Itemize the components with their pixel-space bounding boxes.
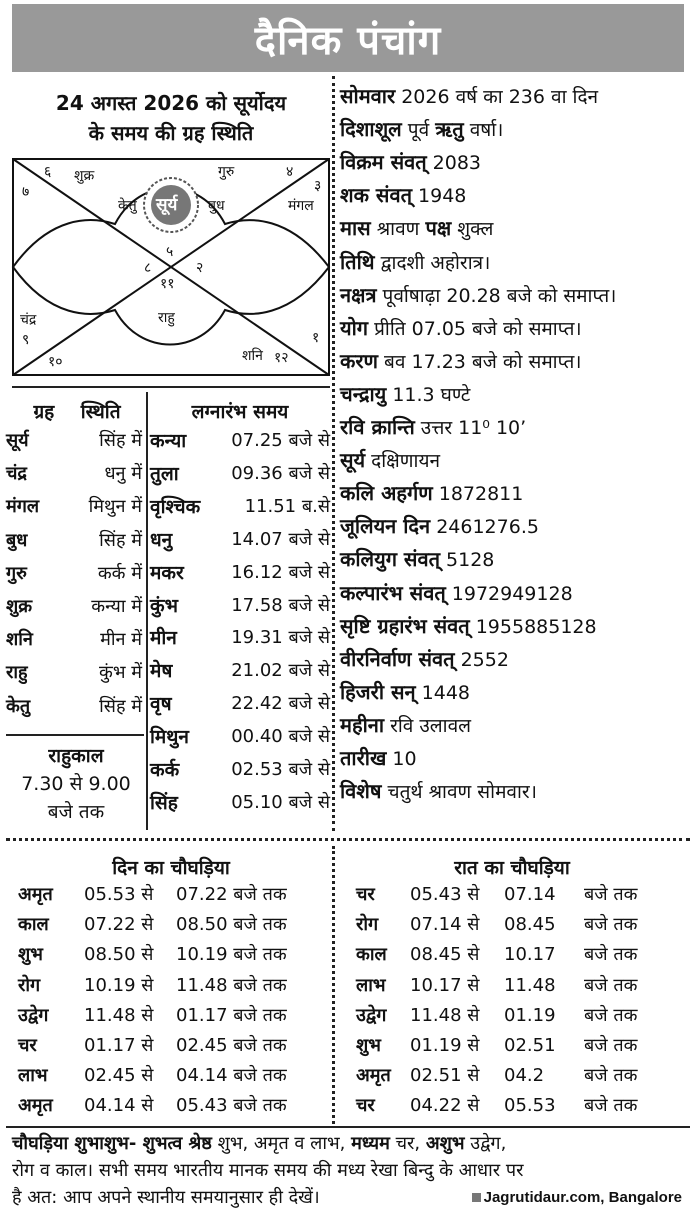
chaughadiya-suffix: बजे तक [584, 1065, 638, 1087]
house-num-3: ३ [314, 178, 322, 194]
info-key: हिजरी सन् [340, 679, 416, 704]
chaughadiya-from: 01.19 से [410, 1035, 480, 1056]
graha-name: मंगल [6, 496, 40, 518]
chaughadiya-from: 11.48 से [84, 1004, 154, 1026]
lagna-time: 14.07 बजे से [231, 528, 330, 550]
graha-sthiti-header [12, 398, 142, 424]
panchang-info-row [340, 748, 417, 769]
graha-name: केतु [6, 695, 31, 717]
chaughadiya-to: 07.22 बजे तक [176, 884, 287, 905]
info-key: कलि अहर्गण [340, 481, 433, 506]
rahukaal-time: 7.30 से 9.00 [21, 773, 131, 795]
panchang-info-row [340, 348, 582, 373]
chaughadiya-from: 08.50 से [84, 944, 154, 966]
footer-text-3: उद्वेग, [464, 1133, 507, 1154]
lagna-time: 00.40 बजे से [231, 726, 330, 748]
chaughadiya-name: काल [356, 944, 387, 966]
chaughadiya-name: उद्वेग [18, 1004, 49, 1026]
chaughadiya-name: शुभ [18, 944, 43, 966]
panchang-info-row [340, 450, 440, 471]
chaughadiya-suffix: बजे तक [584, 944, 638, 966]
lagna-time: 17.58 बजे से [231, 594, 330, 616]
info-key: योग [340, 315, 369, 340]
planet-guru: गुरु [218, 164, 235, 180]
rahukaal-separator [6, 734, 144, 736]
info-key: करण [340, 348, 378, 373]
chaughadiya-to: 02.45 बजे तक [176, 1035, 287, 1056]
graha-sthiti: सिंह में [99, 529, 142, 551]
house-num-7: ७ [22, 184, 30, 200]
chaughadiya-from: 10.19 से [84, 974, 154, 996]
planet-ketu: केतु [118, 198, 137, 214]
house-num-12: १२ [274, 350, 289, 366]
chaughadiya-from: 01.17 से [84, 1035, 154, 1056]
info-key: कल्पारंभ संवत् [340, 580, 446, 605]
info-value: 2083 [432, 152, 482, 175]
info-value: उत्तर 11⁰ 10’ [420, 417, 527, 439]
house-num-8: ८ [144, 260, 152, 276]
graha-sthiti: कुंभ में [99, 662, 142, 684]
house-num-6: ६ [44, 164, 52, 180]
lagna-rashi: धनु [150, 528, 173, 551]
info-value: 1955885128 [475, 615, 597, 638]
chaughadiya-to: 01.17 बजे तक [176, 1004, 287, 1026]
chaughadiya-suffix: बजे तक [584, 914, 638, 936]
graha-name: शुक्र [6, 596, 33, 617]
lagna-rashi: मीन [150, 627, 177, 650]
info-value: 11.3 घण्टे [392, 383, 471, 406]
panchang-info-row [340, 580, 573, 605]
panchang-info-row [340, 315, 582, 340]
chaughadiya-name: चर [356, 1095, 375, 1117]
chaughadiya-to: 05.43 बजे तक [176, 1095, 287, 1117]
info-value: चतुर्थ श्रावण सोमवार। [387, 781, 537, 804]
info-key: विशेष [340, 779, 382, 804]
chaughadiya-to: 11.48 बजे तक [176, 974, 287, 996]
info-value: 1948 [418, 185, 467, 208]
panchang-info-row [340, 712, 472, 737]
graha-header-left: ग्रह [33, 401, 55, 423]
lagna-time: 09.36 बजे से [231, 462, 330, 484]
chaughadiya-name: लाभ [356, 974, 386, 996]
chaughadiya-to: 10.19 बजे तक [176, 944, 287, 966]
footer-line-2: रोग व काल। सभी समय भारतीय मानक समय की मध्य रेखा बिन्दु के आधार पर [12, 1160, 524, 1181]
info-key: सृष्टि ग्रहारंभ संवत् [340, 613, 470, 638]
info-key: कलियुग संवत् [340, 547, 440, 572]
chaughadiya-to: 08.50 बजे तक [176, 914, 287, 936]
din-chaughadiya-header: दिन का चौघड़िया [112, 857, 230, 879]
chaughadiya-from: 10.17 से [410, 974, 480, 996]
info-value: 2026 वर्ष का 236 वा दिन [401, 86, 599, 108]
kundali-heading [12, 88, 330, 148]
panchang-info-row [340, 417, 526, 438]
info-key: रवि क्रान्ति [340, 415, 415, 439]
chaughadiya-name: अमृत [18, 1095, 53, 1117]
chaughadiya-name: उद्वेग [356, 1004, 387, 1026]
info-key: सोमवार [340, 84, 396, 108]
planet-mangal: मंगल [288, 198, 314, 214]
graha-name: राहु [6, 662, 28, 684]
info-value: 1872811 [438, 483, 524, 506]
house-num-11: ११ [160, 276, 175, 292]
info-key: नक्षत्र [340, 282, 377, 307]
info-value: पूर्वाषाढ़ा 20.28 बजे को समाप्त। [382, 284, 617, 307]
lagna-rashi: मिथुन [150, 726, 189, 749]
info-value-2: शुक्ल [457, 218, 494, 241]
info-key-2: पक्ष [425, 216, 452, 241]
chaughadiya-from: 05.43 से [410, 884, 480, 905]
planet-budh: बुध [208, 198, 225, 214]
footer-line-3: है अत: आप अपने स्थानीय समयानुसार ही देखें। [12, 1187, 320, 1208]
panchang-info-row [340, 249, 491, 274]
info-value: 1972949128 [451, 582, 573, 605]
info-key: विक्रम संवत् [340, 150, 427, 175]
panchang-info-row [340, 119, 503, 140]
house-num-1: १ [312, 330, 320, 346]
chaughadiya-to: 05.53 [504, 1095, 556, 1117]
info-value: 2552 [460, 648, 509, 671]
footer-text-2: चर, [389, 1133, 426, 1154]
panchang-info-row [340, 185, 466, 206]
panchang-info-row [340, 646, 509, 671]
lagna-rashi: कर्क [150, 759, 180, 781]
chaughadiya-suffix: बजे तक [584, 1035, 638, 1056]
kundali-heading-line2: के समय की ग्रह स्थिति [88, 121, 254, 145]
chaughadiya-name: चर [18, 1035, 37, 1056]
footer-bold-2: मध्यम [351, 1133, 390, 1154]
info-key: जूलियन दिन [340, 514, 431, 539]
lagna-time: 19.31 बजे से [231, 627, 330, 649]
footer-bold-1: चौघड़िया शुभाशुभ- शुभत्व श्रेष्ठ [12, 1133, 212, 1154]
chaughadiya-name: अमृत [356, 1065, 391, 1087]
chaughadiya-name: शुभ [356, 1035, 381, 1056]
info-key: महीना [340, 712, 385, 737]
chaughadiya-name: काल [18, 914, 49, 936]
chaughadiya-from: 04.22 से [410, 1095, 480, 1117]
lagna-rashi: वृश्चिक [150, 495, 201, 518]
chaughadiya-name: अमृत [18, 884, 53, 905]
chaughadiya-to: 04.14 बजे तक [176, 1065, 287, 1087]
info-value: बव 17.23 बजे को समाप्त। [384, 350, 582, 373]
chaughadiya-to: 08.45 [504, 914, 556, 936]
graha-sthiti: मीन में [100, 629, 142, 651]
house-num-5: ५ [166, 244, 174, 260]
chaughadiya-from: 02.45 से [84, 1065, 154, 1087]
lagna-time: 16.12 बजे से [231, 561, 330, 583]
graha-sthiti: कन्या में [91, 596, 142, 617]
lagna-rashi: कन्या [150, 430, 187, 452]
info-value: पूर्व [407, 119, 430, 142]
chaughadiya-from: 05.53 से [84, 884, 154, 905]
chaughadiya-from: 11.48 से [410, 1004, 480, 1026]
house-num-9: ९ [22, 332, 30, 348]
info-key: शक संवत् [340, 183, 412, 208]
info-value: रवि उलावल [390, 714, 472, 737]
panchang-info-row [340, 516, 539, 537]
chaughadiya-to: 04.2 [504, 1065, 545, 1087]
graha-name: शनि [6, 629, 33, 651]
credit-square-icon [472, 1193, 481, 1202]
chaughadiya-suffix: बजे तक [584, 974, 638, 996]
house-num-4: ४ [286, 164, 294, 180]
panchang-info-row [340, 381, 471, 406]
info-key: चन्द्रायु [340, 381, 387, 406]
graha-sthiti: कर्क में [97, 562, 142, 584]
panchang-info-row [340, 86, 598, 107]
lagnarambh-header: लग्नारंभ समय [191, 401, 289, 423]
chaughadiya-to: 01.19 [504, 1004, 556, 1026]
rahukaal-box [6, 742, 146, 826]
graha-name: बुध [6, 529, 28, 551]
house-num-2: २ [196, 260, 204, 276]
chaughadiya-to: 10.17 [504, 944, 556, 966]
graha-sthiti: सिंह में [99, 695, 142, 717]
lagna-rashi: मेष [150, 660, 173, 683]
graha-sthiti: मिथुन में [88, 496, 142, 518]
kundali-chart [10, 156, 332, 378]
info-key: तिथि [340, 249, 375, 274]
lagna-rashi: सिंह [150, 791, 178, 814]
chaughadiya-from: 08.45 से [410, 944, 480, 966]
panchang-info-row [340, 483, 523, 504]
chaughadiya-name: चर [356, 884, 375, 905]
info-value: प्रीति 07.05 बजे को समाप्त। [374, 317, 582, 340]
graha-name: सूर्य [6, 430, 29, 451]
chaughadiya-suffix: बजे तक [584, 1095, 638, 1117]
raat-chaughadiya-header: रात का चौघड़िया [454, 857, 570, 879]
lagna-time: 07.25 बजे से [231, 430, 330, 451]
chaughadiya-to: 07.14 [504, 884, 556, 905]
chaughadiya-from: 04.14 से [84, 1095, 154, 1117]
info-value: द्वादशी अहोरात्र। [380, 251, 491, 274]
planet-surya: सूर्य [156, 195, 178, 215]
lagna-rashi: वृष [150, 693, 172, 716]
chaughadiya-to: 02.51 [504, 1035, 556, 1056]
lagna-time: 11.51 ब.से [244, 495, 330, 517]
chaughadiya-divider [332, 846, 335, 1124]
lagna-time: 02.53 बजे से [231, 759, 330, 780]
chaughadiya-name: लाभ [18, 1065, 48, 1087]
footer-text-1: शुभ, अमृत व लाभ, [211, 1133, 352, 1154]
footer-separator [6, 1126, 690, 1128]
graha-name: गुरु [6, 562, 27, 584]
graha-sthiti: सिंह में [99, 430, 142, 451]
info-value: श्रावण [376, 218, 420, 241]
lagna-rashi: कुंभ [150, 594, 178, 617]
graha-sthiti: धनु में [104, 463, 142, 485]
planet-shukra: शुक्र [74, 168, 95, 184]
graha-header-right: स्थिति [80, 401, 121, 423]
info-key: सूर्य [340, 448, 366, 473]
chaughadiya-suffix: बजे तक [584, 1004, 638, 1026]
section-divider [6, 838, 690, 841]
info-value: 10 [392, 748, 417, 770]
panchang-info-row [340, 218, 493, 239]
site-credit [472, 1184, 682, 1211]
panchang-info-row [340, 613, 597, 638]
house-num-10: १० [48, 354, 63, 370]
lagna-time: 22.42 बजे से [231, 693, 330, 715]
info-key: मास [340, 216, 371, 241]
rahukaal-label: राहुकाल [48, 745, 104, 767]
info-key: दिशाशूल [340, 117, 402, 142]
footer-note [12, 1130, 684, 1211]
planet-shani: शनि [242, 348, 263, 364]
chaughadiya-from: 07.22 से [84, 914, 154, 936]
panchang-info-row [340, 152, 481, 173]
info-key-2: ऋतु [435, 117, 464, 142]
panchang-info-row [340, 549, 494, 570]
chaughadiya-from: 02.51 से [410, 1065, 480, 1087]
chaughadiya-to: 11.48 [504, 974, 556, 996]
chaughadiya-from: 07.14 से [410, 914, 480, 936]
graha-lagna-divider [146, 392, 148, 830]
rahukaal-suffix: बजे तक [47, 801, 105, 823]
graha-name: चंद्र [6, 463, 27, 485]
kundali-heading-line1: 24 अगस्त 2026 को सूर्योदय [55, 91, 287, 115]
kundali-separator [12, 386, 330, 388]
planet-rahu: राहु [158, 310, 175, 326]
info-key: वीरनिर्वाण संवत् [340, 646, 455, 671]
info-value-2: वर्षा। [469, 119, 504, 142]
lagna-time: 21.02 बजे से [231, 660, 330, 682]
main-divider [332, 76, 335, 831]
panchang-info-row [340, 679, 470, 704]
panchang-info-row [340, 781, 537, 802]
panchang-info-row [340, 282, 617, 307]
page-title: दैनिक पंचांग [254, 17, 442, 64]
info-value: 2461276.5 [436, 516, 539, 539]
chaughadiya-name: रोग [18, 974, 41, 996]
chaughadiya-suffix: बजे तक [584, 884, 638, 905]
info-value: 1448 [421, 681, 470, 704]
info-key: तारीख [340, 746, 387, 770]
info-value: 5128 [446, 549, 495, 572]
lagna-time: 05.10 बजे से [231, 791, 330, 813]
lagna-rashi: मकर [150, 561, 184, 584]
info-value: दक्षिणायन [371, 450, 441, 473]
chaughadiya-name: रोग [356, 914, 379, 936]
lagna-rashi: तुला [150, 462, 179, 485]
site-credit-text: Jagrutidaur.com, Bangalore [483, 1189, 682, 1206]
title-bar [12, 4, 684, 72]
footer-bold-3: अशुभ [425, 1133, 465, 1154]
planet-chandra: चंद्र [20, 312, 37, 328]
